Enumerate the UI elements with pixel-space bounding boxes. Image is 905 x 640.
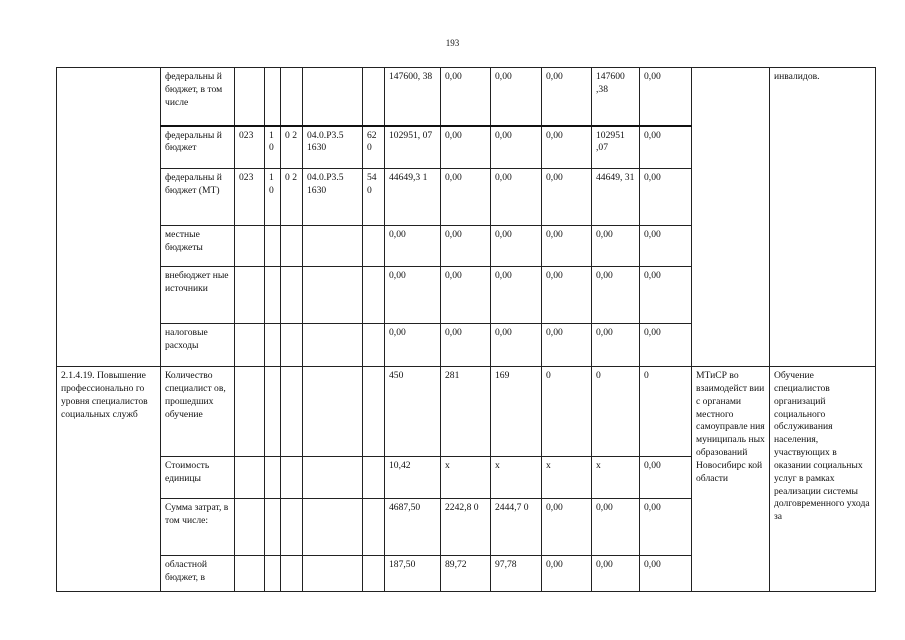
year3-cell: 0,00 [542, 68, 592, 126]
executor-cell-empty [692, 68, 770, 367]
rz-cell [265, 324, 281, 367]
grbs-cell [235, 226, 265, 267]
year3-cell: 0,00 [542, 324, 592, 367]
rz-cell [265, 267, 281, 324]
grbs-cell: 023 [235, 169, 265, 226]
financing-table [56, 67, 876, 592]
grbs-cell: 023 [235, 126, 265, 169]
year3-cell: 0,00 [542, 267, 592, 324]
total-cell: 10,42 [385, 457, 441, 499]
csr-cell: 04.0.P3.5 1630 [303, 169, 363, 226]
source-cell: местные бюджеты [161, 226, 235, 267]
year5-cell: 0,00 [640, 556, 692, 592]
year1-cell: 2242,8 0 [441, 499, 491, 556]
year2-cell: 0,00 [491, 126, 542, 169]
csr-cell [303, 556, 363, 592]
grbs-cell [235, 68, 265, 126]
rz-cell [265, 457, 281, 499]
year4-cell: 0,00 [592, 226, 640, 267]
year5-cell: 0,00 [640, 457, 692, 499]
year2-cell: 97,78 [491, 556, 542, 592]
result-cell: инвалидов. [770, 68, 876, 367]
total-cell: 147600, 38 [385, 68, 441, 126]
csr-cell [303, 68, 363, 126]
pr-cell [281, 556, 303, 592]
year4-cell: 0,00 [592, 267, 640, 324]
vr-cell [363, 556, 385, 592]
year3-cell: 0,00 [542, 556, 592, 592]
total-cell: 450 [385, 367, 441, 457]
source-cell: Стоимость единицы [161, 457, 235, 499]
source-cell: федеральны й бюджет [161, 126, 235, 169]
rz-cell [265, 367, 281, 457]
year5-cell: 0,00 [640, 226, 692, 267]
measure-cell-empty [57, 68, 161, 367]
grbs-cell [235, 457, 265, 499]
rz-cell [265, 68, 281, 126]
year2-cell: 2444,7 0 [491, 499, 542, 556]
year4-cell: 0 [592, 367, 640, 457]
year2-cell: 0,00 [491, 324, 542, 367]
year1-cell: х [441, 457, 491, 499]
table-row [57, 367, 876, 457]
year2-cell: 0,00 [491, 267, 542, 324]
rz-cell: 1 0 [265, 169, 281, 226]
total-cell: 0,00 [385, 267, 441, 324]
pr-cell: 0 2 [281, 126, 303, 169]
year5-cell: 0,00 [640, 169, 692, 226]
year4-cell: 0,00 [592, 324, 640, 367]
rz-cell [265, 499, 281, 556]
pr-cell [281, 226, 303, 267]
pr-cell [281, 267, 303, 324]
vr-cell [363, 367, 385, 457]
year5-cell: 0 [640, 367, 692, 457]
year4-cell: х [592, 457, 640, 499]
csr-cell [303, 457, 363, 499]
source-cell: Количество специалист ов, прошедших обучение [161, 367, 235, 457]
year4-cell: 0,00 [592, 499, 640, 556]
year1-cell: 0,00 [441, 126, 491, 169]
vr-cell: 54 0 [363, 169, 385, 226]
year5-cell: 0,00 [640, 499, 692, 556]
rz-cell [265, 226, 281, 267]
grbs-cell [235, 367, 265, 457]
pr-cell [281, 68, 303, 126]
year4-cell: 147600 ,38 [592, 68, 640, 126]
vr-cell [363, 457, 385, 499]
rz-cell [265, 556, 281, 592]
total-cell: 187,50 [385, 556, 441, 592]
year5-cell: 0,00 [640, 68, 692, 126]
vr-cell [363, 267, 385, 324]
page-number: 193 [445, 38, 460, 48]
csr-cell [303, 267, 363, 324]
total-cell: 0,00 [385, 324, 441, 367]
year1-cell: 281 [441, 367, 491, 457]
pr-cell: 0 2 [281, 169, 303, 226]
year2-cell: 0,00 [491, 68, 542, 126]
csr-cell [303, 226, 363, 267]
pr-cell [281, 367, 303, 457]
pr-cell [281, 324, 303, 367]
year5-cell: 0,00 [640, 126, 692, 169]
source-cell: областной бюджет, в [161, 556, 235, 592]
executor-cell: МТиСР во взаимодейст вии с органами местного самоуправле ния муниципаль ных образований Новосибирс кой области [692, 367, 770, 592]
year5-cell: 0,00 [640, 324, 692, 367]
year3-cell: 0,00 [542, 169, 592, 226]
year3-cell: 0,00 [542, 499, 592, 556]
year2-cell: 0,00 [491, 226, 542, 267]
year2-cell: х [491, 457, 542, 499]
csr-cell: 04.0.P3.5 1630 [303, 126, 363, 169]
vr-cell [363, 499, 385, 556]
pr-cell [281, 457, 303, 499]
year1-cell: 89,72 [441, 556, 491, 592]
vr-cell [363, 226, 385, 267]
year4-cell: 44649, 31 [592, 169, 640, 226]
grbs-cell [235, 324, 265, 367]
year1-cell: 0,00 [441, 169, 491, 226]
total-cell: 4687,50 [385, 499, 441, 556]
rz-cell: 1 0 [265, 126, 281, 169]
year2-cell: 0,00 [491, 169, 542, 226]
year3-cell: 0 [542, 367, 592, 457]
year2-cell: 169 [491, 367, 542, 457]
year3-cell: 0,00 [542, 126, 592, 169]
csr-cell [303, 499, 363, 556]
year3-cell: х [542, 457, 592, 499]
grbs-cell [235, 499, 265, 556]
year4-cell: 102951 ,07 [592, 126, 640, 169]
year1-cell: 0,00 [441, 324, 491, 367]
year5-cell: 0,00 [640, 267, 692, 324]
vr-cell [363, 68, 385, 126]
source-cell: Сумма затрат, в том числе: [161, 499, 235, 556]
source-cell: налоговые расходы [161, 324, 235, 367]
year1-cell: 0,00 [441, 68, 491, 126]
total-cell: 44649,3 1 [385, 169, 441, 226]
total-cell: 102951, 07 [385, 126, 441, 169]
year1-cell: 0,00 [441, 226, 491, 267]
grbs-cell [235, 267, 265, 324]
csr-cell [303, 324, 363, 367]
source-cell: федеральны й бюджет, в том числе [161, 68, 235, 126]
vr-cell [363, 324, 385, 367]
measure-cell: 2.1.4.19. Повышение профессионально го уровня специалистов социальных служб [57, 367, 161, 592]
csr-cell [303, 367, 363, 457]
grbs-cell [235, 556, 265, 592]
source-cell: внебюджет ные источники [161, 267, 235, 324]
pr-cell [281, 499, 303, 556]
vr-cell: 62 0 [363, 126, 385, 169]
total-cell: 0,00 [385, 226, 441, 267]
result-cell: Обучение специалистов организаций социального обслуживания населения, участвующих в оказании социальных услуг в рамках реализации системы долговременного ухода за [770, 367, 876, 592]
year1-cell: 0,00 [441, 267, 491, 324]
source-cell: федеральны й бюджет (МТ) [161, 169, 235, 226]
year4-cell: 0,00 [592, 556, 640, 592]
table-row [57, 68, 876, 126]
year3-cell: 0,00 [542, 226, 592, 267]
